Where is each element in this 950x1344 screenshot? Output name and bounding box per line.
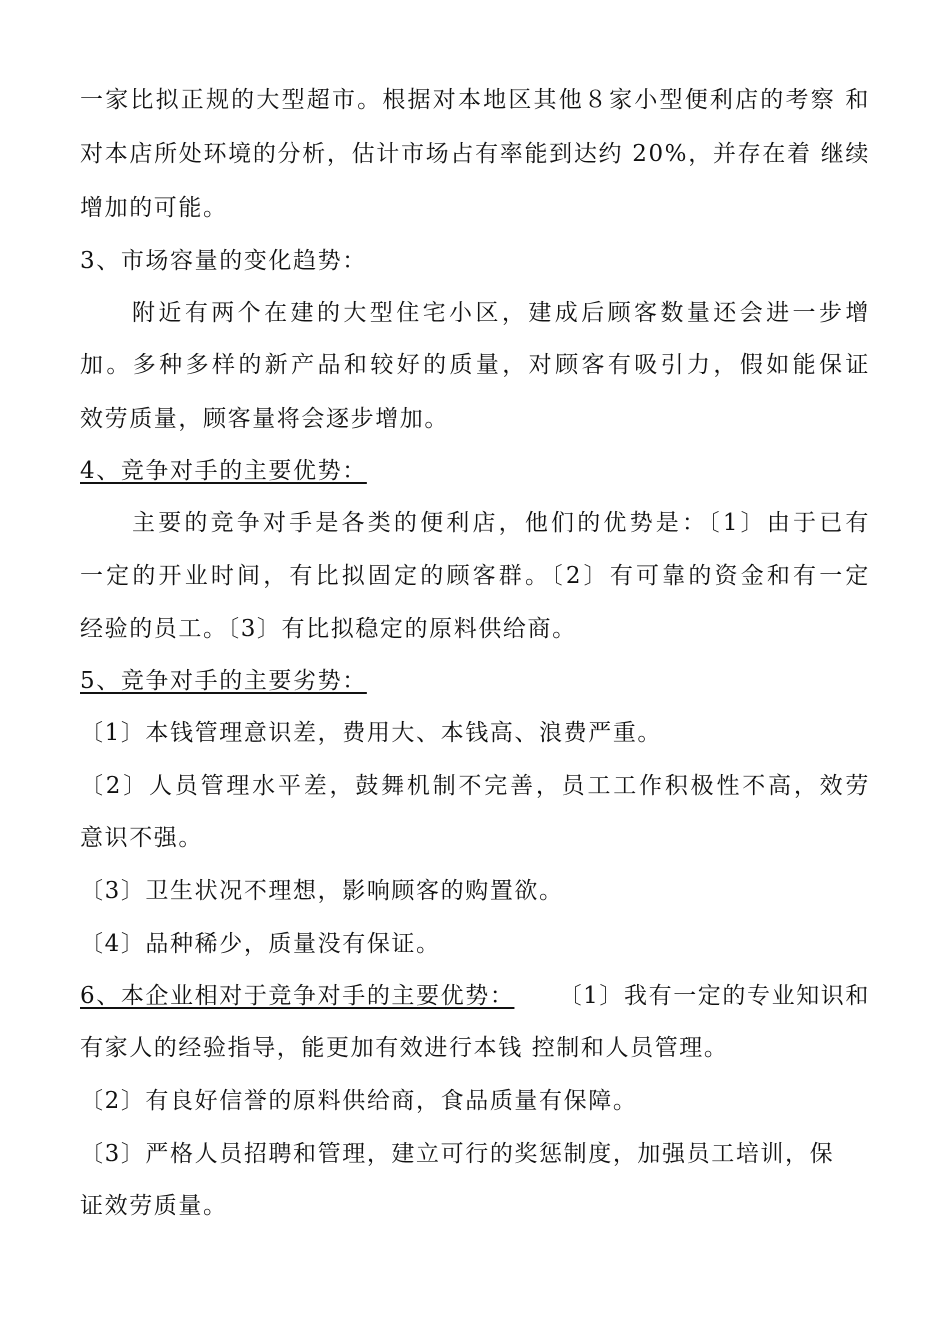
list-item-continuation: 意识不强。 xyxy=(80,825,203,851)
list-item-continuation: 证效劳质量。 xyxy=(80,1193,228,1219)
list-item: 〔2〕有良好信誉的原料供给商，食品质量有保障。 xyxy=(80,1088,638,1114)
section-heading-5: 5、竞争对手的主要劣势： xyxy=(80,668,367,694)
paragraph-line: 一家比拟正规的大型超市。根据对本地区其他８家小型便利店的考察 和 xyxy=(80,87,870,113)
paragraph-line: 增加的可能。 xyxy=(80,195,228,221)
paragraph-line: 一定的开业时间，有比拟固定的顾客群。〔2〕有可靠的资金和有一定 xyxy=(80,563,870,589)
list-item: 〔1〕本钱管理意识差，费用大、本钱高、浪费严重。 xyxy=(80,720,663,746)
list-item: 〔4〕品种稀少，质量没有保证。 xyxy=(80,931,441,957)
list-item: 〔3〕严格人员招聘和管理，建立可行的奖惩制度，加强员工培训，保 xyxy=(80,1141,835,1167)
paragraph-line: 加。多种多样的新产品和较好的质量，对顾客有吸引力，假如能保证 xyxy=(80,352,870,378)
paragraph-line: 主要的竞争对手是各类的便利店，他们的优势是：〔1〕由于已有 xyxy=(132,510,870,536)
list-item-continuation: 有家人的经验指导，能更加有效进行本钱 控制和人员管理。 xyxy=(80,1035,729,1061)
paragraph-line: 经验的员工。〔3〕有比拟稳定的原料供给商。 xyxy=(80,616,577,642)
list-item: 〔3〕卫生状况不理想，影响顾客的购置欲。 xyxy=(80,878,564,904)
section-heading-4: 4、竞争对手的主要优势： xyxy=(80,458,367,484)
section-heading-6: 6、本企业相对于竞争对手的主要优势： xyxy=(80,983,515,1009)
paragraph-line: 附近有两个在建的大型住宅小区，建成后顾客数量还会进一步增 xyxy=(132,300,870,326)
paragraph-line: 效劳质量，顾客量将会逐步增加。 xyxy=(80,406,449,432)
section-heading-6-line xyxy=(80,981,870,1011)
list-item: 〔2〕人员管理水平差，鼓舞机制不完善，员工工作积极性不高，效劳 xyxy=(80,773,870,799)
list-item: 〔1〕我有一定的专业知识和 xyxy=(558,983,870,1009)
section-heading-3: 3、市场容量的变化趋势： xyxy=(80,248,367,274)
paragraph-line: 对本店所处环境的分析，估计市场占有率能到达约 20%，并存在着 继续 xyxy=(80,141,870,167)
